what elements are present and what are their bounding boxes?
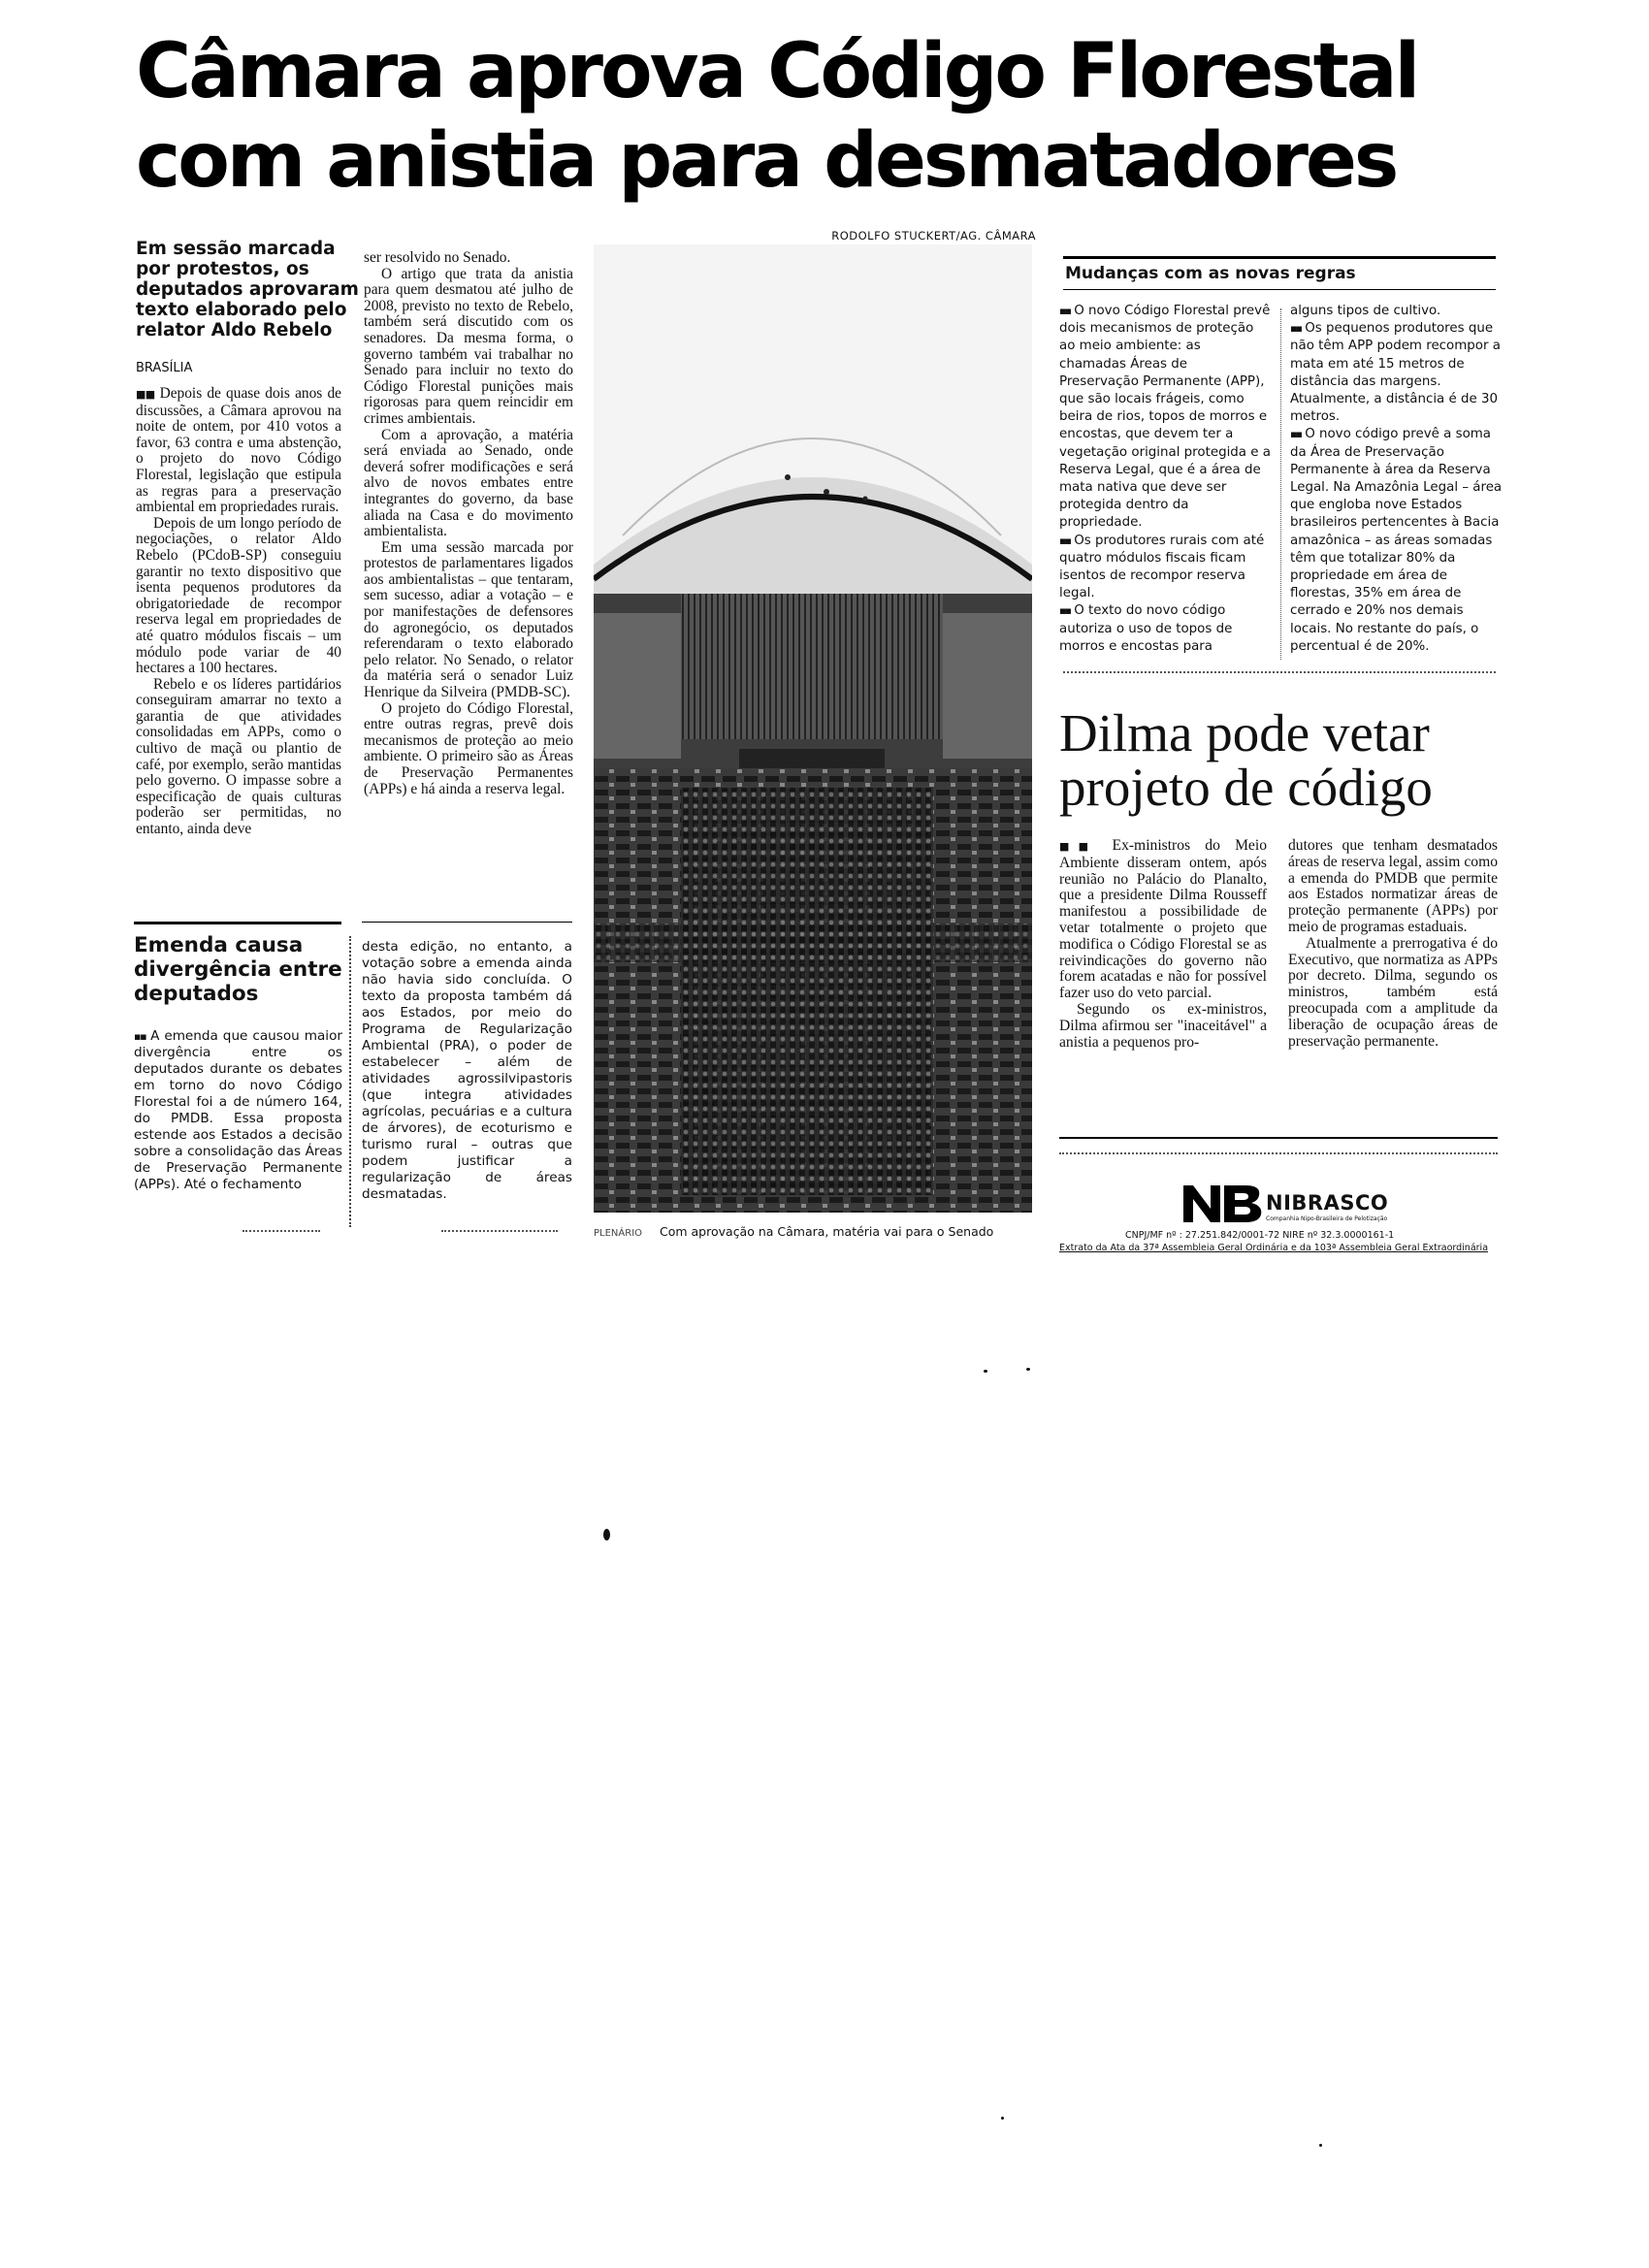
paragraph: Atualmente a prerrogativa é do Executivo, que normatiza as APPs por decreto. Dilma, segundo os ministros, também está preocupada com a amplitude da liberação de ocupação áreas de preservação permanente. <box>1288 934 1498 1050</box>
box-title: Mudanças com as novas regras <box>1065 264 1356 283</box>
paragraph: Com a aprovação, a matéria será enviada ao Senado, onde deverá sofrer modificações e será alvo de novos embates entre integrantes do governo, da base aliada na Casa e do movimento ambientalista. <box>364 426 573 540</box>
subdeck: Em sessão marcada por protestos, os deputados aprovaram texto elaborado pelo relator Aldo Rebelo <box>136 239 359 340</box>
paragraph: ■■ Ex-ministros do Meio Ambiente disseram ontem, após reunião no Palácio do Planalto, que a presidente Dilma Rousseff manifestou a possibilidade de vetar totalmente o projeto que modifica o Código Florestal se as reivindicações do governo não forem acatadas e não for possível fazer uso do veto parcial. <box>1059 837 1267 1002</box>
dilma-column-2 <box>1288 838 1498 1050</box>
main-article-column-1 <box>136 386 341 838</box>
bullet-icon: ▪▪ <box>1290 428 1301 441</box>
paragraph: dutores que tenham desmatados áreas de reserva legal, assim como a emenda do PMDB que permite aos Estados normatizar áreas de proteção permanente (APPs) por meio de programas estaduais. <box>1288 837 1498 935</box>
main-article-column-2 <box>364 250 573 797</box>
photo-credit: RODOLFO STUCKERT/AG. CÂMARA <box>831 229 1036 243</box>
dilma-title-line-2: projeto de código <box>1059 758 1433 817</box>
caption-text: Com aprovação na Câmara, matéria vai para o Senado <box>660 1224 994 1239</box>
section-rule <box>134 922 341 924</box>
bullet-icon: ▪▪ <box>134 1030 146 1043</box>
logo-mark <box>1181 1182 1264 1224</box>
paragraph: ■■ Depois de quase dois anos de discussões, a Câmara aprovou na noite de ontem, por 410 votos a favor, 63 contra e uma abstenção, o projeto do novo Código Florestal, legislação que estipula as regras para a preservação ambiental em propriedades rurais. <box>136 385 341 516</box>
dilma-column-1 <box>1059 838 1267 1051</box>
box-column-2 <box>1290 303 1505 656</box>
list-item: ▪▪ O novo código prevê a soma da Área de Preservação Permanente à área da Reserva Legal. Na Amazônia Legal – área que engloba nove Estados brasileiros pertencentes à Bacia amazônica – as áreas somadas têm que totalizar 80% da propriedade em área de florestas, 35% em área de cerrado e 20% nos demais locais. No restante do país, o percentual é de 20%. <box>1290 427 1503 654</box>
paragraph: Depois de um longo período de negociações, o relator Aldo Rebelo (PCdoB-SP) conseguiu garantir no texto dispositivo que isenta pequenos produtores da obrigatoriedade de recompor reserva legal em propriedades de até quatro módulos fiscais – um módulo pode variar de 40 hectares a 100 hectares. <box>136 514 341 677</box>
box-title-rule <box>1063 289 1496 290</box>
list-item: ▪▪ Os pequenos produtores que não têm APP podem recompor a mata em até 15 metros de distância das margens. Atualmente, a distância é de 30 metros. <box>1290 321 1501 425</box>
paragraph: ▪▪ A emenda que causou maior divergência entre os deputados durante os debates em torno do novo Código Florestal foi a de número 164, do PMDB. Essa proposta estende aos Estados a decisão sobre a consolidação das Áreas de Preservação Permanente (APPs). Até o fechamento <box>134 1028 342 1192</box>
scan-speck <box>984 1370 987 1373</box>
bullet-icon: ▪▪ <box>1059 534 1070 547</box>
dateline: BRASÍLIA <box>136 361 193 375</box>
section-rule <box>362 922 572 923</box>
paragraph: ser resolvido no Senado. <box>364 249 511 266</box>
dilma-title-line-1: Dilma pode vetar <box>1059 703 1430 762</box>
paragraph: Em uma sessão marcada por protestos de parlamentares ligados aos ambientalistas – que tentaram, sem sucesso, adiar a votação – e por manifestações de defensores do agronegócio, os deputados referendaram o texto elaborado pelo relator. No Senado, o relator da matéria será o senador Luiz Henrique da Silveira (PMDB-SC). <box>364 538 573 701</box>
paragraph: Segundo os ex-ministros, Dilma afirmou ser "inaceitável" a anistia a pequenos pro- <box>1059 1000 1267 1051</box>
scan-speck <box>603 1529 610 1540</box>
emenda-title: Emenda causa divergência entre deputados <box>134 933 342 1006</box>
box-bottom-rule <box>1063 671 1496 673</box>
caption-tag: PLENÁRIO <box>594 1228 643 1239</box>
box-top-rule <box>1063 256 1496 259</box>
bullet-icon: ▪▪ <box>1059 305 1070 317</box>
list-item: ▪▪ O texto do novo código autoriza o uso de topos de morros e encostas para <box>1059 603 1233 654</box>
list-item: alguns tipos de cultivo. <box>1290 304 1441 318</box>
headline <box>136 27 1513 206</box>
column-divider <box>1280 308 1281 660</box>
divider <box>441 1230 558 1232</box>
paragraph: Rebelo e os líderes partidários conseguiram amarrar no texto a garantia de que atividades consolidadas em APPs, como o cultivo de maçã ou plantio de café, por exemplo, serão mantidas pelo governo. O impasse sobre a especificação de quais culturas poderão ser permitidas, no entanto, ainda deve <box>136 675 341 838</box>
headline-line-1: Câmara aprova Código Florestal <box>136 28 1418 115</box>
emenda-column-1 <box>134 1028 342 1193</box>
bullet-icon: ▪▪ <box>1290 322 1301 336</box>
paragraph: desta edição, no entanto, a votação sobre a emenda ainda não havia sido concluída. O texto da proposta também dá aos Estados, por meio do Programa de Regularização Ambiental (PRA), o poder de estabelecer – além de atividades agrossilvipastoris (que integra atividades agrícolas, pecuárias e a cultura de árvores), de ecoturismo e turismo rural – outras que podem justificar a regularização de áreas desmatadas. <box>362 939 572 1202</box>
plenary-image <box>594 244 1032 1213</box>
ad-top-rule <box>1059 1137 1498 1139</box>
ad-company-name: NIBRASCO <box>1266 1191 1389 1215</box>
bullet-icon: ▪▪ <box>1059 604 1070 618</box>
headline-line-2: com anistia para desmatadores <box>136 117 1397 205</box>
column-divider <box>349 936 351 1227</box>
scan-speck <box>1001 2117 1004 2120</box>
ad-tagline: Companhia Nipo-Brasileira de Pelotização <box>1266 1215 1388 1222</box>
emenda-column-2 <box>362 939 572 1203</box>
paragraph: O artigo que trata da anistia para quem desmatou até julho de 2008, previsto no texto de Rebelo, também será discutido com os senadores. Da mesma forma, o governo também vai trabalhar no Senado para incluir no texto do Código Florestal punições mais rigorosas para quem reincidir em crimes ambientais. <box>364 265 573 427</box>
dilma-title <box>1059 703 1505 817</box>
paragraph: O projeto do Código Florestal, entre outras regras, prevê dois mecanismos de proteção ao meio ambiente. O primeiro são as Áreas de Preservação Permanentes (APPs) e há ainda a reserva legal. <box>364 699 573 797</box>
list-item: ▪▪ Os produtores rurais com até quatro módulos fiscais ficam isentos de recompor reserva legal. <box>1059 533 1265 601</box>
box-column-1 <box>1059 303 1271 656</box>
bullet-icon: ■■ <box>136 388 155 401</box>
photo-caption <box>594 1224 1040 1239</box>
list-item: ▪▪ O novo Código Florestal prevê dois mecanismos de proteção ao meio ambiente: as chamadas Áreas de Preservação Permanente (APP), que são locais frágeis, como beira de rios, topos de morros e encostas, que devem ter a vegetação original protegida e a Reserva Legal, que é a área de mata nativa que deve ser protegida dentro da propriedade. <box>1059 304 1271 531</box>
scan-speck <box>1026 1368 1030 1371</box>
divider <box>242 1230 320 1232</box>
ad-cnpj: CNPJ/MF nº : 27.251.842/0001-72 NIRE nº 32.3.0000161-1 <box>1125 1230 1395 1241</box>
scan-speck <box>1319 2144 1322 2147</box>
ad-top-rule-dotted <box>1059 1152 1498 1154</box>
ad-extract-title: Extrato da Ata da 37ª Assembleia Geral Ordinária e da 103ª Assembleia Geral Extraordinária <box>1059 1243 1489 1253</box>
bullet-icon: ■■ <box>1059 840 1098 853</box>
plenary-photo <box>594 244 1032 1213</box>
